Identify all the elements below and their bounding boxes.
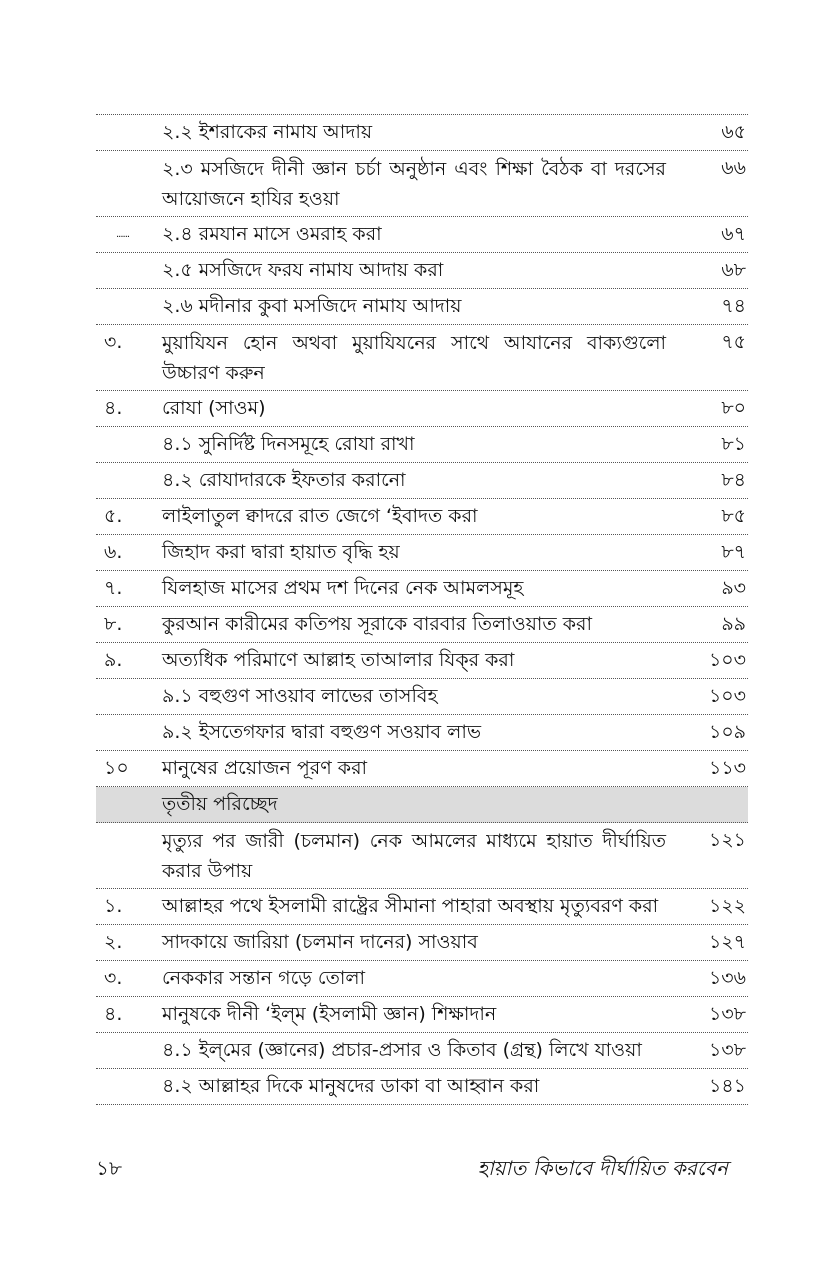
section-heading-row: [96, 787, 748, 823]
toc-entry-page: ১৩৮: [708, 1003, 746, 1025]
toc-entry-page: ৮৫: [721, 505, 746, 527]
toc-entry-title: মৃত্যুর পর জারী (চলমান) নেক আমলের মাধ্যমে হায়াত দীর্ঘায়িত করার উপায়: [162, 830, 666, 882]
section-heading: তৃতীয় পরিচ্ছেদ: [162, 793, 278, 815]
toc-entry-number: ৭.: [104, 577, 123, 599]
toc-entry-title: মানুষের প্রয়োজন পূরণ করা: [162, 757, 368, 779]
toc-entry: [96, 751, 748, 787]
toc-entry-page: ১৩৮: [708, 1039, 746, 1061]
toc-entry-title: ২.৫ মসজিদে ফরয নামায আদায় করা: [162, 259, 444, 281]
toc-entry-page: ১০৩: [708, 685, 746, 707]
toc-entry-page: ৮১: [721, 433, 746, 455]
toc-entry-title: আল্লাহর পথে ইসলামী রাষ্ট্রের সীমানা পাহারা অবস্থায় মৃত্যুবরণ করা: [162, 895, 659, 917]
toc-entry: [96, 114, 748, 151]
toc-entry-title: নেককার সন্তান গড়ে তোলা: [162, 967, 366, 989]
toc-entry: [96, 535, 748, 571]
toc-entry-page: ৯৩: [721, 577, 746, 599]
toc-entry-number: ৩.: [104, 331, 123, 353]
toc-entry-title: মুয়াযিযন হোন অথবা মুয়াযিযনের সাথে আযানের বাক্যগুলো উচ্চারণ করুন: [162, 332, 666, 384]
toc-entry-number: ......: [116, 229, 130, 240]
toc-entry-page: ১২১: [708, 829, 746, 851]
toc-entry-page: ৯৯: [721, 613, 746, 635]
toc-entry: [96, 643, 748, 679]
toc-entry: [96, 289, 748, 325]
toc-entry-page: ১৪১: [709, 1075, 746, 1097]
toc-entry: [96, 391, 748, 427]
toc-entry-page: ৬৬: [721, 157, 746, 179]
toc-entry: [96, 715, 748, 751]
toc-entry-page: ৬৭: [721, 223, 746, 245]
toc-entry-title: অত্যধিক পরিমাণে আল্লাহ তাআলার যিক্‌র করা: [162, 649, 515, 671]
toc-entry: [96, 925, 748, 961]
toc-entry-page: ১১৩: [708, 757, 746, 779]
toc-entry-title: ৪.১ ইল্‌মের (জ্ঞানের) প্রচার-প্রসার ও কিতাব (গ্রন্থ) লিখে যাওয়া: [162, 1039, 642, 1061]
toc-entry: [96, 1033, 748, 1069]
toc-entry-page: ৬৮: [721, 259, 746, 281]
toc-entry-number: ৫.: [104, 505, 123, 527]
toc-entry-number: ৯.: [104, 649, 123, 671]
toc-entry-title: সাদকায়ে জারিয়া (চলমান দানের) সাওয়াব: [162, 931, 478, 953]
toc-entry: [96, 217, 748, 253]
toc-entry: [96, 961, 748, 997]
toc-entry-title: ৯.১ বহুগুণ সাওয়াব লাভের তাসবিহ: [162, 685, 438, 707]
toc-entry-number: ৮.: [104, 613, 123, 635]
toc-entry-page: ৭৫: [721, 331, 746, 353]
toc-entry-title: ২.৬ মদীনার কুবা মসজিদে নামায আদায়: [162, 295, 462, 317]
toc-entry-page: ১২৭: [708, 931, 746, 953]
toc-entry-title: ২.৪ রমযান মাসে ওমরাহ করা: [162, 223, 382, 245]
toc-entry: [96, 571, 748, 607]
toc-entry-page: ৬৫: [721, 121, 746, 143]
toc-entry: [96, 607, 748, 643]
toc-entry: [96, 253, 748, 289]
toc-entry-number: ৩.: [104, 967, 123, 989]
toc-entry-title: যিলহাজ মাসের প্রথম দশ দিনের নেক আমলসমূহ: [162, 577, 524, 599]
toc-entry-number: ২.: [104, 931, 123, 953]
toc-entry-title: ৪.২ রোযাদারকে ইফতার করানো: [162, 469, 406, 491]
toc-entry-number: ১০: [104, 757, 129, 779]
toc-entry-page: ৮৭: [721, 541, 746, 563]
toc-entry-title: ৪.২ আল্লাহর দিকে মানুষদের ডাকা বা আহ্বান করা: [162, 1075, 540, 1097]
toc-entry: [96, 427, 748, 463]
toc-entry-title: লাইলাতুল ক্বাদরে রাত জেগে ‘ইবাদত করা: [162, 505, 478, 527]
toc-entry: [96, 823, 748, 889]
toc-entry: [96, 463, 748, 499]
toc-entry-page: ৭৪: [721, 295, 746, 317]
toc-entry: [96, 889, 748, 925]
toc-entry-title: ২.৩ মসজিদে দীনী জ্ঞান চর্চা অনুষ্ঠান এবং শিক্ষা বৈঠক বা দরসের আয়োজনে হাযির হওয়া: [162, 158, 666, 210]
table-of-contents: [96, 114, 748, 1105]
toc-entry-number: ১.: [104, 895, 123, 917]
toc-entry-title: ৯.২ ইসতেগফার দ্বারা বহুগুণ সওয়াব লাভ: [162, 721, 481, 743]
toc-entry-title: ২.২ ইশরাকের নামায আদায়: [162, 121, 373, 143]
toc-entry-page: ১২২: [708, 895, 746, 917]
footer-page-number: ১৮: [96, 1156, 122, 1180]
toc-entry: [96, 997, 748, 1033]
toc-entry-page: ১০৯: [708, 721, 746, 743]
toc-entry-page: ১০৩: [708, 649, 746, 671]
footer-book-title: হায়াত কিভাবে দীর্ঘায়িত করবেন: [477, 1156, 728, 1180]
toc-entry-title: কুরআন কারীমের কতিপয় সূরাকে বারবার তিলাওয়াত করা: [162, 613, 592, 635]
toc-entry-title: ৪.১ সুনির্দিষ্ট দিনসমূহে রোযা রাখা: [162, 433, 415, 455]
toc-entry: [96, 679, 748, 715]
toc-entry-number: ৪.: [104, 1003, 123, 1025]
toc-entry: [96, 499, 748, 535]
toc-entry-number: ৪.: [104, 397, 123, 419]
toc-entry-title: রোযা (সাওম): [162, 397, 266, 419]
toc-entry: [96, 151, 748, 217]
toc-entry-title: জিহাদ করা দ্বারা হায়াত বৃদ্ধি হয়: [162, 541, 400, 563]
toc-entry: [96, 325, 748, 391]
toc-entry: [96, 1069, 748, 1105]
toc-entry-page: ৮০: [721, 397, 746, 419]
toc-entry-page: ৮৪: [721, 469, 746, 491]
toc-entry-number: ৬.: [104, 541, 123, 563]
toc-entry-page: ১৩৬: [708, 967, 746, 989]
toc-entry-title: মানুষকে দীনী ‘ইল্‌ম (ইসলামী জ্ঞান) শিক্ষাদান: [162, 1003, 497, 1025]
